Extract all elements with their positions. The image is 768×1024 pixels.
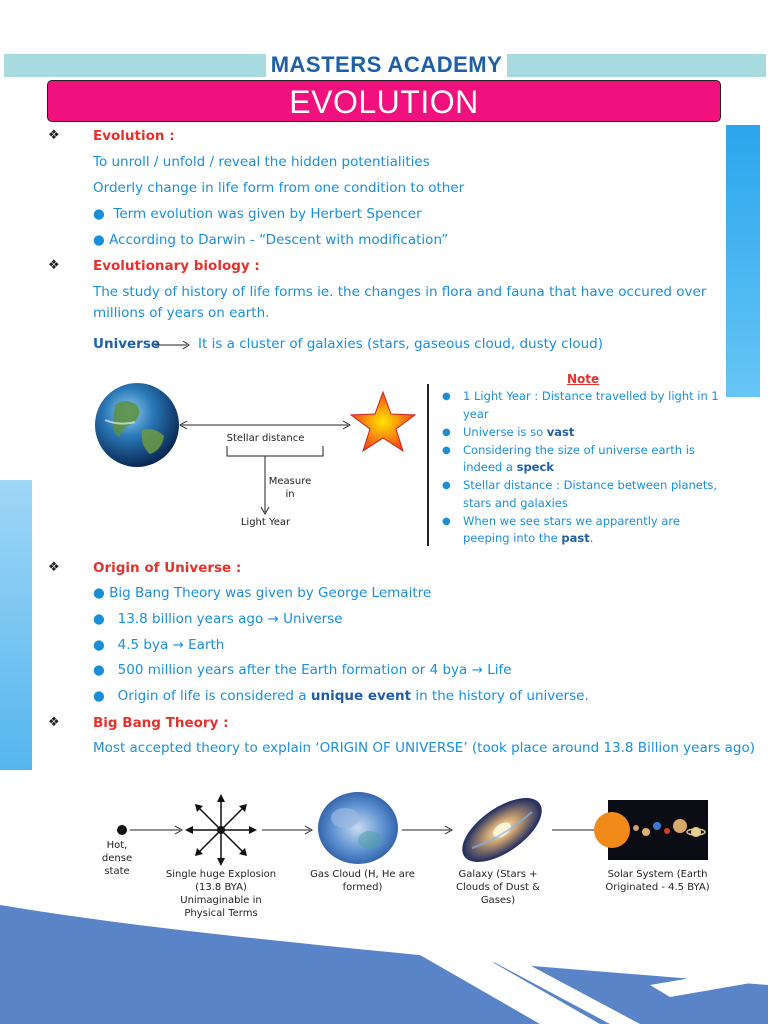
origin-bullet-5: ● Origin of life is considered a unique event in the history of universe. [93, 688, 589, 704]
flow-label-solar-system: Solar System (Earth Originated - 4.5 BYA) [605, 869, 710, 893]
bullet-text: Term evolution was given by Herbert Spencer [113, 206, 422, 222]
emphasis-text: vast [546, 424, 575, 439]
bullet-text: Big Bang Theory was given by George Lemaitre [109, 585, 432, 601]
flow-label-dense-state: Hot, dense state [101, 840, 133, 877]
origin-bullet-3: ● 4.5 bya → Earth [93, 637, 225, 653]
note-item [440, 424, 730, 442]
note-item-text: 1 Light Year : Distance travelled by light in 1 year [463, 389, 719, 421]
emphasis-text: past [561, 531, 590, 545]
heading-origin-of-universe: Origin of Universe : [93, 560, 242, 576]
bullet-text: 13.8 billion years ago [117, 611, 264, 627]
note-item-text: Stellar distance : Distance between planets, stars and galaxies [463, 478, 718, 510]
diamond-bullet-icon: ❖ [48, 715, 60, 730]
origin-bullet-4: ● 500 million years after the Earth formation or 4 bya → Life [93, 662, 512, 678]
gas-cloud-icon [318, 792, 398, 864]
big-bang-text: Most accepted theory to explain ‘ORIGIN OF UNIVERSE’ (took place around 13.8 Billion years ago) [93, 740, 755, 756]
earth-icon [95, 383, 179, 467]
note-item [440, 477, 730, 512]
evolution-bullet-2: ● According to Darwin - “Descent with modification” [93, 232, 449, 248]
star-icon [351, 392, 415, 451]
note-item-text: Universe is so [463, 424, 547, 439]
dense-state-dot-icon [117, 825, 127, 835]
decorative-bar-right [726, 125, 760, 397]
big-bang-flow-diagram [100, 790, 720, 880]
heading-big-bang-theory: Big Bang Theory : [93, 715, 229, 731]
evolution-line-2: Orderly change in life form from one condition to other [93, 180, 465, 196]
universe-definition: It is a cluster of galaxies (stars, gaseous cloud, dusty cloud) [198, 336, 603, 352]
bullet-text: in the history of universe. [415, 688, 589, 704]
bullet-text: Earth [188, 637, 225, 653]
note-punctuation: . [589, 531, 594, 545]
galaxy-icon [452, 790, 553, 874]
bullet-text: Origin of life is considered a [117, 688, 307, 704]
measure-in-label: Measure in [268, 476, 312, 500]
note-title: Note [567, 372, 600, 386]
stellar-distance-label: Stellar distance [226, 433, 305, 444]
light-year-label: Light Year [240, 517, 291, 528]
title-banner [47, 80, 721, 122]
solar-system-icon [594, 800, 708, 860]
heading-evolutionary-biology: Evolutionary biology : [93, 258, 260, 274]
note-divider [427, 384, 429, 546]
heading-evolution: Evolution : [93, 128, 175, 144]
bullet-text: Life [487, 662, 512, 678]
arrow-icon [153, 338, 193, 352]
note-item [440, 442, 730, 477]
origin-bullet-2: ● 13.8 billion years ago → Universe [93, 611, 343, 627]
brand-logo: MASTERS ACADEMY [266, 50, 507, 80]
bullet-text: According to Darwin - “Descent with modification” [109, 232, 449, 248]
flow-label-explosion: Single huge Explosion (13.8 BYA) Unimaginable in Physical Terms [165, 869, 277, 919]
origin-bullet-1: ● Big Bang Theory was given by George Lemaitre [93, 585, 432, 601]
flow-label-gas-cloud: Gas Cloud (H, He are formed) [310, 869, 415, 893]
bullet-text: 4.5 bya [117, 637, 169, 653]
evolution-bullet-1: ● Term evolution was given by Herbert Spencer [93, 206, 422, 222]
evolutionary-biology-text: The study of history of life forms ie. the changes in flora and fauna that have occured over millions of years on earth. [93, 284, 707, 321]
diamond-bullet-icon: ❖ [48, 128, 60, 143]
page-title: EVOLUTION [289, 84, 479, 120]
flow-label-galaxy: Galaxy (Stars + Clouds of Dust & Gases) [456, 869, 540, 906]
emphasis-text: speck [516, 460, 554, 474]
diamond-bullet-icon: ❖ [48, 560, 60, 575]
evolution-line-1: To unroll / unfold / reveal the hidden potentialities [93, 154, 430, 170]
note-item-text: Considering the size of universe earth is indeed a [463, 442, 695, 474]
note-list [440, 388, 730, 548]
note-item [440, 388, 730, 423]
note-item-text: When we see stars we apparently are peeping into the [463, 513, 680, 545]
emphasis-text: unique event [310, 688, 412, 704]
universe-label: Universe [93, 336, 161, 352]
diamond-bullet-icon: ❖ [48, 258, 60, 273]
bullet-text: 500 million years after the Earth formation or 4 bya [117, 662, 468, 678]
bullet-text: Universe [283, 611, 343, 627]
explosion-icon [185, 794, 257, 866]
decorative-bar-left [0, 480, 32, 770]
note-item [440, 513, 730, 548]
decorative-bottom-wave [0, 905, 768, 1024]
